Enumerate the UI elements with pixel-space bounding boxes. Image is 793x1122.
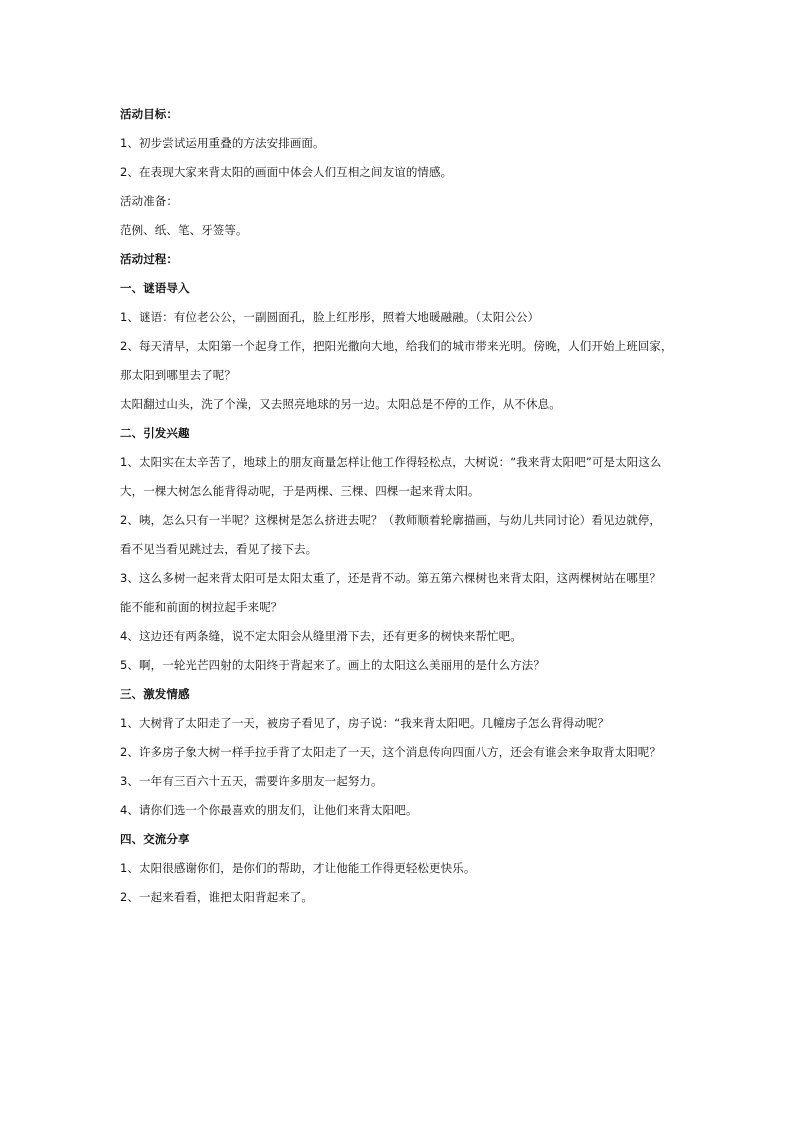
section-heading-preparation: 活动准备： xyxy=(120,194,178,208)
paragraph-line: 太阳翻过山头，洗了个澡，又去照亮地球的另一边。太阳总是不停的工作，从不休息。 xyxy=(120,397,561,411)
paragraph-line: 2、在表现大家来背太阳的画面中体会人们互相之间友谊的情感。 xyxy=(120,165,453,179)
paragraph-line: 3、一年有三百六十五天，需要许多朋友一起努力。 xyxy=(120,774,383,788)
paragraph-line: 5、啊，一轮光芒四射的太阳终于背起来了。画上的太阳这么美丽用的是什么方法？ xyxy=(120,658,546,672)
section-heading-goals: 活动目标： xyxy=(120,107,178,121)
subheading-riddle-intro: 一、谜语导入 xyxy=(120,281,190,295)
paragraph-line: 1、大树背了太阳走了一天，被房子看见了，房子说：“我来背太阳吧。几幢房子怎么背得动呢？ xyxy=(120,716,610,730)
paragraph-line: 2、每天清早，太阳第一个起身工作，把阳光撒向大地，给我们的城市带来光明。傍晚，人们开始上班回家， xyxy=(120,339,673,353)
paragraph-line: 4、请你们选一个你最喜欢的朋友们，让他们来背太阳吧。 xyxy=(120,803,418,817)
paragraph-line: 看不见当看见跳过去，看见了接下去。 xyxy=(120,542,318,556)
paragraph-line: 1、初步尝试运用重叠的方法安排画面。 xyxy=(120,136,325,150)
paragraph-line: 4、这边还有两条缝，说不定太阳会从缝里滑下去，还有更多的树快来帮忙吧。 xyxy=(120,629,522,643)
paragraph-line: 大，一棵大树怎么能背得动呢，于是两棵、三棵、四棵一起来背太阳。 xyxy=(120,484,480,498)
subheading-sharing: 四、交流分享 xyxy=(120,832,190,846)
paragraph-line: 2、许多房子象大树一样手拉手背了太阳走了一天，这个消息传向四面八方，还会有谁会来争取背太阳呢？ xyxy=(120,745,662,759)
paragraph-line: 1、太阳很感谢你们，是你们的帮助，才让他能工作得更轻松更快乐。 xyxy=(120,861,476,875)
paragraph-line: 范例、纸、笔、牙签等。 xyxy=(120,223,248,237)
paragraph-line: 2、咦，怎么只有一半呢？这棵树是怎么挤进去呢？（教师顺着轮廓描画，与幼儿共同讨论）看见边就停， xyxy=(120,513,662,527)
paragraph-line: 3、这么多树一起来背太阳可是太阳太重了，还是背不动。第五第六棵树也来背太阳，这两棵树站在哪里？ xyxy=(120,571,662,585)
document-page xyxy=(120,100,680,912)
subheading-emotion: 三、激发情感 xyxy=(120,687,190,701)
paragraph-line: 2、一起来看看，谁把太阳背起来了。 xyxy=(120,890,314,904)
section-heading-process: 活动过程： xyxy=(120,252,178,266)
paragraph-line: 能不能和前面的树拉起手来呢？ xyxy=(120,600,283,614)
paragraph-line: 那太阳到哪里去了呢？ xyxy=(120,368,236,382)
paragraph-line: 1、谜语：有位老公公，一副圆面孔，脸上红彤彤，照着大地暖融融。（太阳公公） xyxy=(120,310,540,324)
paragraph-line: 1、太阳实在太辛苦了，地球上的朋友商量怎样让他工作得轻松点，大树说：“我来背太阳吧”可是太阳这么 xyxy=(120,455,662,469)
subheading-interest: 二、引发兴趣 xyxy=(120,426,190,440)
